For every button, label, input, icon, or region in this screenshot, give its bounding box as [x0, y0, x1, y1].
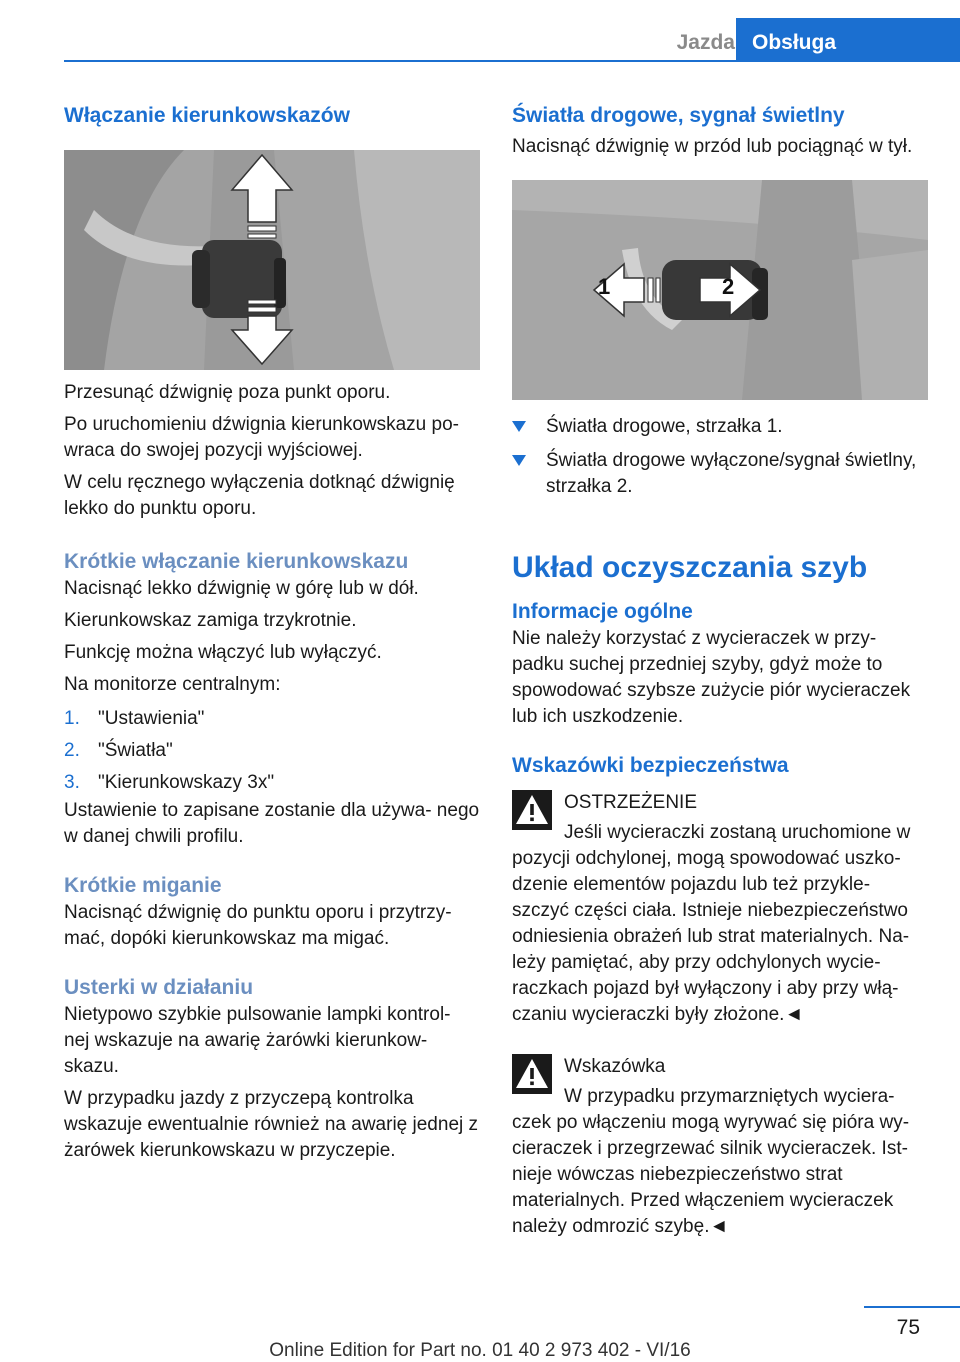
bullet-text: Światła drogowe wyłączone/sygnał świetlny, strzałka 2. [546, 450, 917, 497]
heading-general-info: Informacje ogólne [512, 600, 693, 623]
footer-rule [864, 1306, 960, 1308]
paragraph: W celu ręcznego wyłączenia dotknąć dźwignię lekko do punktu oporu. [64, 472, 455, 519]
paragraph: Nacisnąć lekko dźwignię w górę lub w dół. [64, 578, 419, 599]
paragraph: Po uruchomieniu dźwignia kierunkowskazu po- wraca do swojej pozycji wyjściowej. [64, 414, 459, 461]
heading-high-beam: Światła drogowe, sygnał świetlny [512, 104, 845, 127]
paragraph: Nie należy korzystać z wycieraczek w przy- padku suchej przedniej szyby, gdyż może to spowodować szybsze zużycie piór wycieraczek lub ich uszkodzenie. [512, 628, 911, 727]
step-text: "Kierunkowskazy 3x" [98, 772, 275, 793]
step-text: "Ustawienia" [98, 708, 205, 729]
note-text-first: W przypadku przymarzniętych wyciera- [564, 1086, 895, 1107]
paragraph: Nacisnąć dźwignię do punktu oporu i przytrzy- mać, dopóki kierunkowskaz ma migać. [64, 902, 452, 949]
left-column [64, 96, 480, 1164]
paragraph: Kierunkowskaz zamiga trzykrotnie. [64, 610, 357, 631]
list-item [512, 414, 928, 440]
bullet-text: Światła drogowe, strzałka 1. [546, 416, 783, 437]
arrow-label-2: 2 [722, 274, 735, 299]
note-text: czek po włączeniu mogą wyrywać się pióra wy- cieraczek i przegrzewać silnik wycieraczek. Ist- nieje wówczas niebezpieczeństwo strat materialnych. Przed włączeniem wycieraczek należy odmrozić szybę.◄ [512, 1112, 910, 1237]
list-item [64, 738, 480, 764]
right-column [512, 96, 928, 1240]
warning-text-first: Jeśli wycieraczki zostaną uruchomione w [564, 822, 911, 843]
paragraph: Nacisnąć dźwignię w przód lub pociągnąć w tył. [512, 136, 913, 157]
warning-block [512, 790, 928, 1028]
list-item [64, 706, 480, 732]
paragraph: Ustawienie to zapisane zostanie dla używa- nego w danej chwili profilu. [64, 800, 480, 847]
step-number: 2. [64, 740, 80, 761]
warning-icon [512, 790, 552, 830]
heading-safety: Wskazówki bezpieczeństwa [512, 754, 789, 777]
warning-text: pozycji odchylonej, mogą spowodować uszko- dzenie elementów pojazdu lub też przykle- szczyć części ciała. Istnieje niebezpieczeństwo odniesienia obrażeń lub strat materialnych. Na- leży pamiętać, aby przy odchylonych wycie- raczkach pojazd był wyłączony i aby przy włą- czaniu wycieraczki były złożone.◄ [512, 848, 910, 1025]
figure-turn-signal-lever [64, 150, 480, 370]
paragraph: W przypadku jazdy z przyczepą kontrolka wskazuje ewentualnie również na awarię jednej z żarówek kierunkowskazu w przyczepie. [64, 1088, 479, 1161]
paragraph: Funkcję można włączyć lub wyłączyć. [64, 642, 382, 663]
paragraph: Na monitorze centralnym: [64, 674, 281, 695]
heading-short-blink: Krótkie miganie [64, 874, 222, 897]
page-header [64, 0, 960, 62]
warning-label: OSTRZEŻENIE [564, 792, 698, 813]
heading-turn-signals: Włączanie kierunkowskazów [64, 104, 350, 127]
step-text: "Światła" [98, 740, 173, 761]
step-number: 3. [64, 772, 80, 793]
paragraph: Przesunąć dźwignię poza punkt oporu. [64, 382, 391, 403]
triangle-bullet-icon [512, 421, 526, 432]
paragraph: Nietypowo szybkie pulsowanie lampki kontrol- nej wskazuje na awarię żarówki kierunkow- skazu. [64, 1004, 451, 1077]
edition-footer: Online Edition for Part no. 01 40 2 973 402 - VI/16 [269, 1340, 691, 1361]
tab-obsluga[interactable]: Obsługa [736, 18, 960, 62]
steps-list [64, 706, 480, 796]
list-item [64, 770, 480, 796]
heading-short-signal: Krótkie włączanie kierunkowskazu [64, 550, 409, 573]
warning-icon [512, 1054, 552, 1094]
triangle-bullet-icon [512, 455, 526, 466]
step-number: 1. [64, 708, 80, 729]
list-item [512, 448, 928, 500]
arrow-label-1: 1 [598, 274, 611, 299]
page-number: 75 [896, 1316, 920, 1339]
header-rule [64, 60, 960, 62]
figure-high-beam-lever [512, 180, 928, 400]
heading-wash-system: Układ oczyszczania szyb [512, 551, 868, 584]
tab-jazda[interactable]: Jazda [676, 31, 735, 54]
high-beam-bullets [512, 414, 928, 500]
heading-faults: Usterki w działaniu [64, 976, 254, 999]
note-label: Wskazówka [564, 1056, 666, 1077]
note-block [512, 1054, 928, 1240]
